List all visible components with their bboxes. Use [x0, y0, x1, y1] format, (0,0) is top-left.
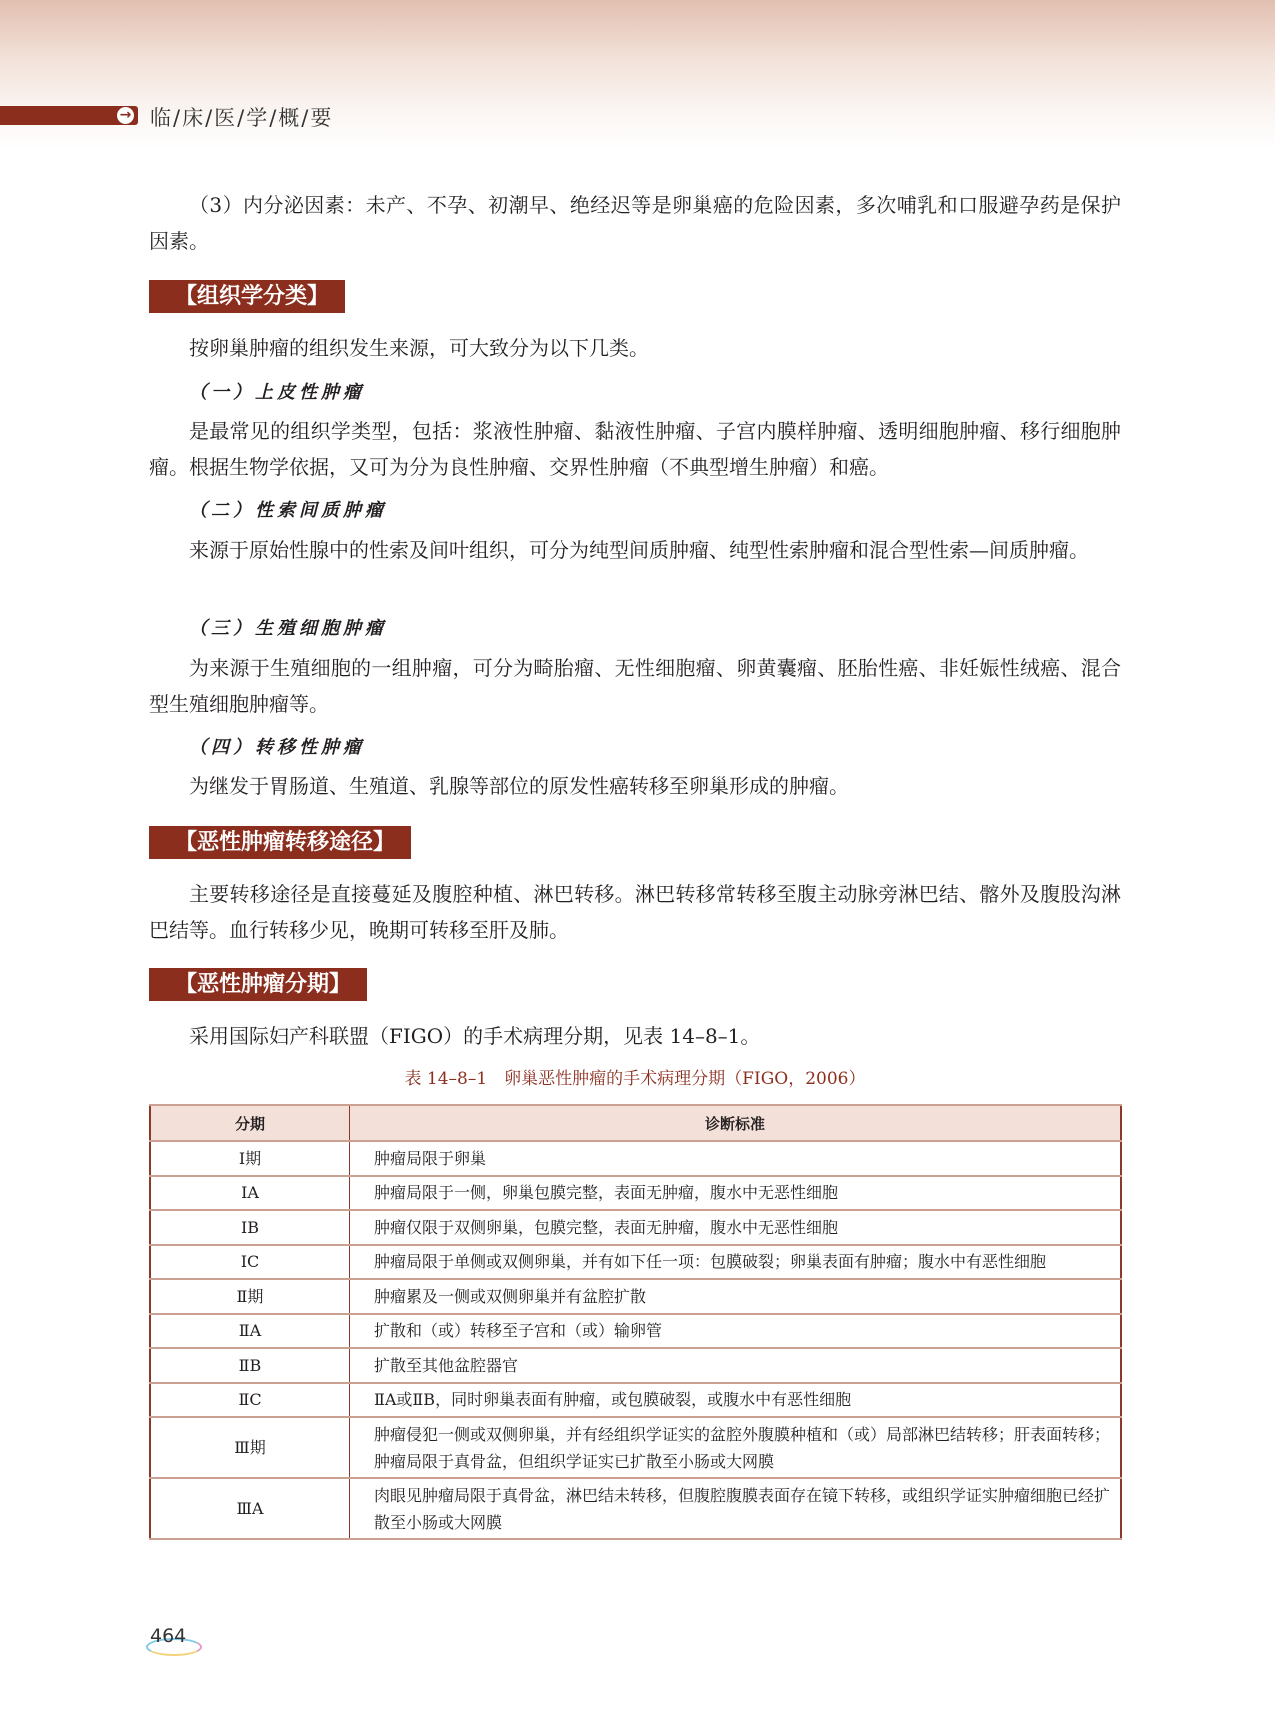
stage-cell: ⅡA: [150, 1314, 350, 1349]
table-row: [150, 1141, 1121, 1176]
criteria-cell: 肿瘤局限于一侧，卵巢包膜完整，表面无肿瘤，腹水中无恶性细胞: [350, 1176, 1122, 1211]
column-header-criteria: 诊断标准: [350, 1105, 1122, 1141]
stage-cell: ⅡC: [150, 1383, 350, 1418]
table-header-row: [150, 1105, 1121, 1141]
stage-cell: ⅠA: [150, 1176, 350, 1211]
section-heading-staging: 【恶性肿瘤分期】: [149, 968, 367, 1001]
criteria-cell: ⅡA或ⅡB，同时卵巢表面有肿瘤，或包膜破裂，或腹水中有恶性细胞: [350, 1383, 1122, 1418]
stage-cell: ⅠB: [150, 1210, 350, 1245]
criteria-cell: 肿瘤累及一侧或双侧卵巢并有盆腔扩散: [350, 1279, 1122, 1314]
table-row: [150, 1348, 1121, 1383]
criteria-cell: 肿瘤局限于单侧或双侧卵巢，并有如下任一项：包膜破裂；卵巢表面有肿瘤；腹水中有恶性细胞: [350, 1245, 1122, 1280]
paragraph-staging: 采用国际妇产科联盟（FIGO）的手术病理分期，见表 14–8–1。: [189, 1024, 761, 1048]
section-heading-metastasis: 【恶性肿瘤转移途径】: [149, 826, 411, 859]
staging-table: [149, 1104, 1122, 1540]
criteria-cell: 肉眼见肿瘤局限于真骨盆，淋巴结未转移，但腹腔腹膜表面存在镜下转移，或组织学证实肿瘤细胞已经扩散至小肠或大网膜: [350, 1478, 1122, 1539]
criteria-cell: 扩散和（或）转移至子宫和（或）输卵管: [350, 1314, 1122, 1349]
subheading-metastatic: （四）转移性肿瘤: [189, 737, 365, 758]
stage-cell: Ⅲ期: [150, 1417, 350, 1478]
paragraph-sex-cord: 来源于原始性腺中的性索及间叶组织，可分为纯型间质肿瘤、纯型性索肿瘤和混合型性索—间质肿瘤。: [189, 538, 1089, 562]
subheading-sex-cord: （二）性索间质肿瘤: [189, 500, 387, 521]
section-heading-histology: 【组织学分类】: [149, 280, 345, 313]
paragraph-germ-cell: 为来源于生殖细胞的一组肿瘤，可分为畸胎瘤、无性细胞瘤、卵黄囊瘤、胚胎性癌、非妊娠性绒癌、混合型生殖细胞肿瘤等。: [149, 656, 1121, 716]
table-row: [150, 1279, 1121, 1314]
paragraph-metastatic: 为继发于胃肠道、生殖道、乳腺等部位的原发性癌转移至卵巢形成的肿瘤。: [189, 774, 849, 798]
stage-cell: ⅠC: [150, 1245, 350, 1280]
subheading-germ-cell: （三）生殖细胞肿瘤: [189, 618, 387, 639]
table-caption: 表 14–8–1 卵巢恶性肿瘤的手术病理分期（FIGO，2006）: [404, 1069, 866, 1089]
criteria-cell: 肿瘤仅限于双侧卵巢，包膜完整，表面无肿瘤，腹水中无恶性细胞: [350, 1210, 1122, 1245]
table-row: [150, 1478, 1121, 1539]
paragraph-epithelial: 是最常见的组织学类型，包括：浆液性肿瘤、黏液性肿瘤、子宫内膜样肿瘤、透明细胞肿瘤、移行细胞肿瘤。根据生物学依据，又可为分为良性肿瘤、交界性肿瘤（不典型增生肿瘤）和癌。: [149, 419, 1121, 479]
table-row: [150, 1383, 1121, 1418]
stage-cell: Ⅱ期: [150, 1279, 350, 1314]
table-row: [150, 1210, 1121, 1245]
stage-cell: Ⅰ期: [150, 1141, 350, 1176]
subheading-epithelial: （一）上皮性肿瘤: [189, 382, 365, 403]
paragraph-endocrine: （3）内分泌因素：未产、不孕、初潮早、绝经迟等是卵巢癌的危险因素，多次哺乳和口服避孕药是保护因素。: [149, 193, 1121, 253]
header-bar: [0, 106, 138, 125]
page-number: 464: [150, 1625, 187, 1647]
book-title: 临/床/医/学/概/要: [150, 106, 334, 130]
table-row: [150, 1417, 1121, 1478]
stage-cell: ⅢA: [150, 1478, 350, 1539]
column-header-stage: 分期: [150, 1105, 350, 1141]
arrow-right-icon: →: [117, 107, 134, 124]
table-row: [150, 1314, 1121, 1349]
paragraph-spread: 主要转移途径是直接蔓延及腹腔种植、淋巴转移。淋巴转移常转移至腹主动脉旁淋巴结、髂外及腹股沟淋巴结等。血行转移少见，晚期可转移至肝及肺。: [149, 882, 1121, 942]
table-row: [150, 1245, 1121, 1280]
paragraph-hist-intro: 按卵巢肿瘤的组织发生来源，可大致分为以下几类。: [189, 336, 649, 360]
stage-cell: ⅡB: [150, 1348, 350, 1383]
criteria-cell: 肿瘤侵犯一侧或双侧卵巢，并有经组织学证实的盆腔外腹膜种植和（或）局部淋巴结转移；肝表面转移；肿瘤局限于真骨盆，但组织学证实已扩散至小肠或大网膜: [350, 1417, 1122, 1478]
criteria-cell: 扩散至其他盆腔器官: [350, 1348, 1122, 1383]
table-row: [150, 1176, 1121, 1211]
criteria-cell: 肿瘤局限于卵巢: [350, 1141, 1122, 1176]
